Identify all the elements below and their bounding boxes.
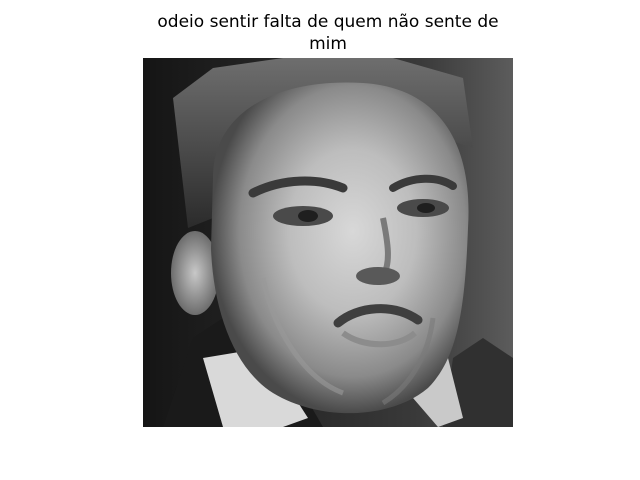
face-image-svg bbox=[143, 58, 513, 427]
face-image bbox=[143, 58, 513, 427]
nose-base bbox=[356, 267, 400, 285]
figure-title: odeio sentir falta de quem não sente de mim bbox=[157, 12, 499, 54]
pupil-left bbox=[298, 210, 318, 222]
face bbox=[211, 82, 469, 413]
pupil-right bbox=[417, 203, 435, 213]
